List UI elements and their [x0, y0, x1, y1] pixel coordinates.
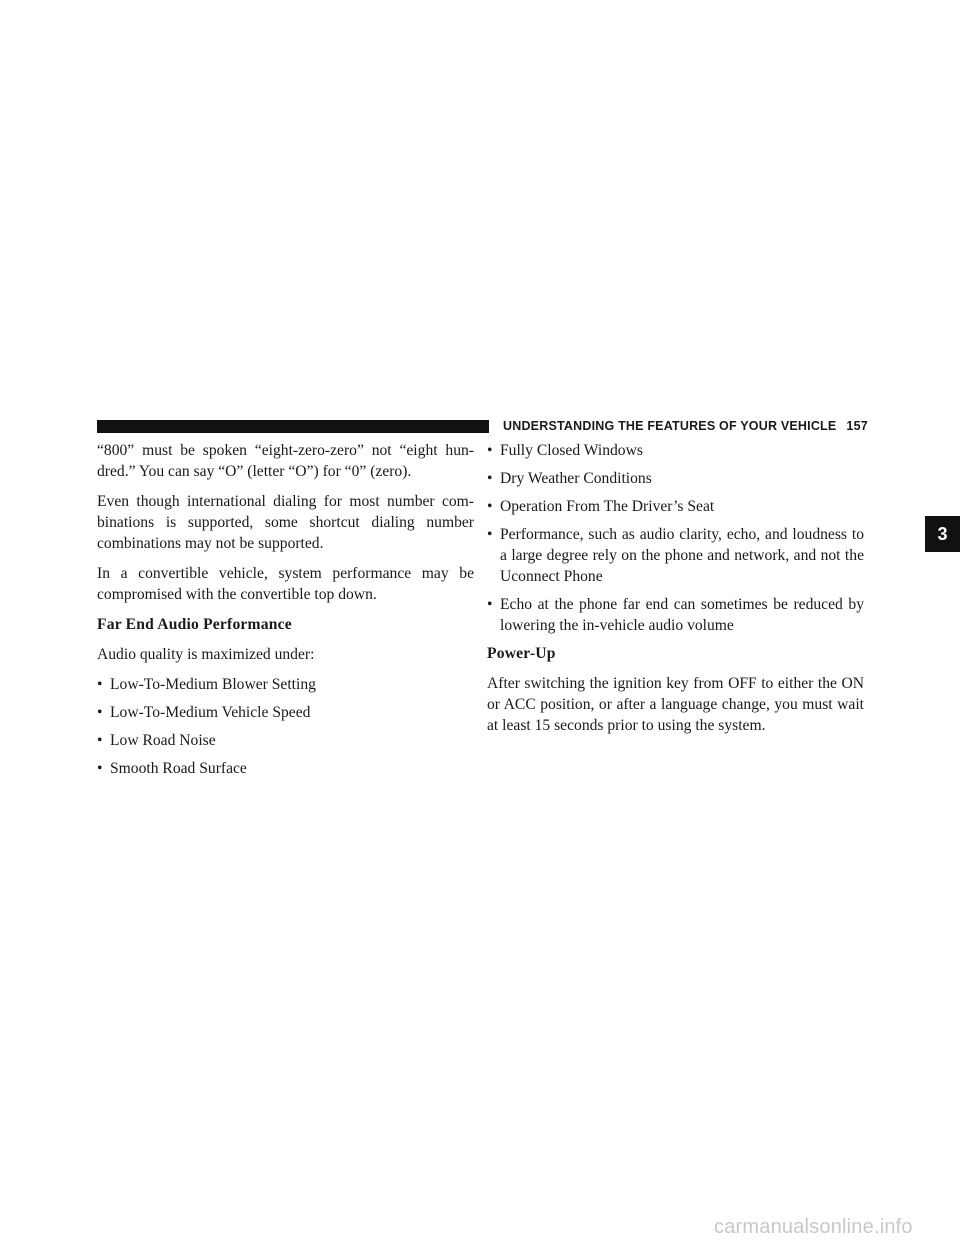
section-heading: Far End Audio Performance — [97, 616, 292, 633]
page-number: 157 — [846, 419, 868, 433]
list-item: • Operation From The Driver’s Seat — [487, 498, 715, 515]
bullet-icon: • — [97, 760, 103, 777]
bullet-list — [97, 674, 474, 779]
bullet-icon: • — [97, 704, 103, 721]
right-column — [487, 440, 864, 745]
paragraph: Even though international dialing for most number com-binations is supported, some shortcut dialing number combinations may not be supported. — [97, 493, 474, 552]
bullet-icon: • — [487, 498, 493, 515]
paragraph: Audio quality is maximized under: — [97, 646, 315, 663]
bullet-icon: • — [487, 526, 493, 543]
list-item: • Smooth Road Surface — [97, 760, 247, 777]
bullet-icon: • — [97, 676, 103, 693]
paragraph: In a convertible vehicle, system performance may be compromised with the convertible top down. — [97, 565, 474, 603]
list-item: • Dry Weather Conditions — [487, 470, 652, 487]
list-item: • Low-To-Medium Vehicle Speed — [97, 704, 311, 721]
section-title: UNDERSTANDING THE FEATURES OF YOUR VEHICLE — [503, 419, 837, 433]
chapter-tab: 3 — [925, 516, 960, 552]
watermark-text: carmanualsonline.info — [714, 1216, 913, 1238]
bullet-icon: • — [97, 732, 103, 749]
list-item: • Low-To-Medium Blower Setting — [97, 676, 316, 693]
list-item: • Fully Closed Windows — [487, 442, 643, 459]
bullet-icon: • — [487, 442, 493, 459]
bullet-icon: • — [487, 596, 493, 613]
list-item: • Low Road Noise — [97, 732, 216, 749]
paragraph: “800” must be spoken “eight-zero-zero” not “eight hun-dred.” You can say “O” (letter “O”) for “0” (zero). — [97, 442, 474, 480]
header-rule-bar — [97, 420, 489, 433]
bullet-list — [487, 440, 864, 636]
bullet-icon: • — [487, 470, 493, 487]
list-item: • Performance, such as audio clarity, echo, and loudness to a large degree rely on the phone and network, and not the Uconnect Phone — [487, 526, 864, 585]
list-item: • Echo at the phone far end can sometimes be reduced by lowering the in-vehicle audio volume — [487, 596, 864, 634]
paragraph: After switching the ignition key from OFF to either the ON or ACC position, or after a language change, you must wait at least 15 seconds prior to using the system. — [487, 675, 864, 734]
section-heading: Power-Up — [487, 645, 556, 662]
running-header — [503, 419, 868, 433]
left-column — [97, 440, 474, 786]
